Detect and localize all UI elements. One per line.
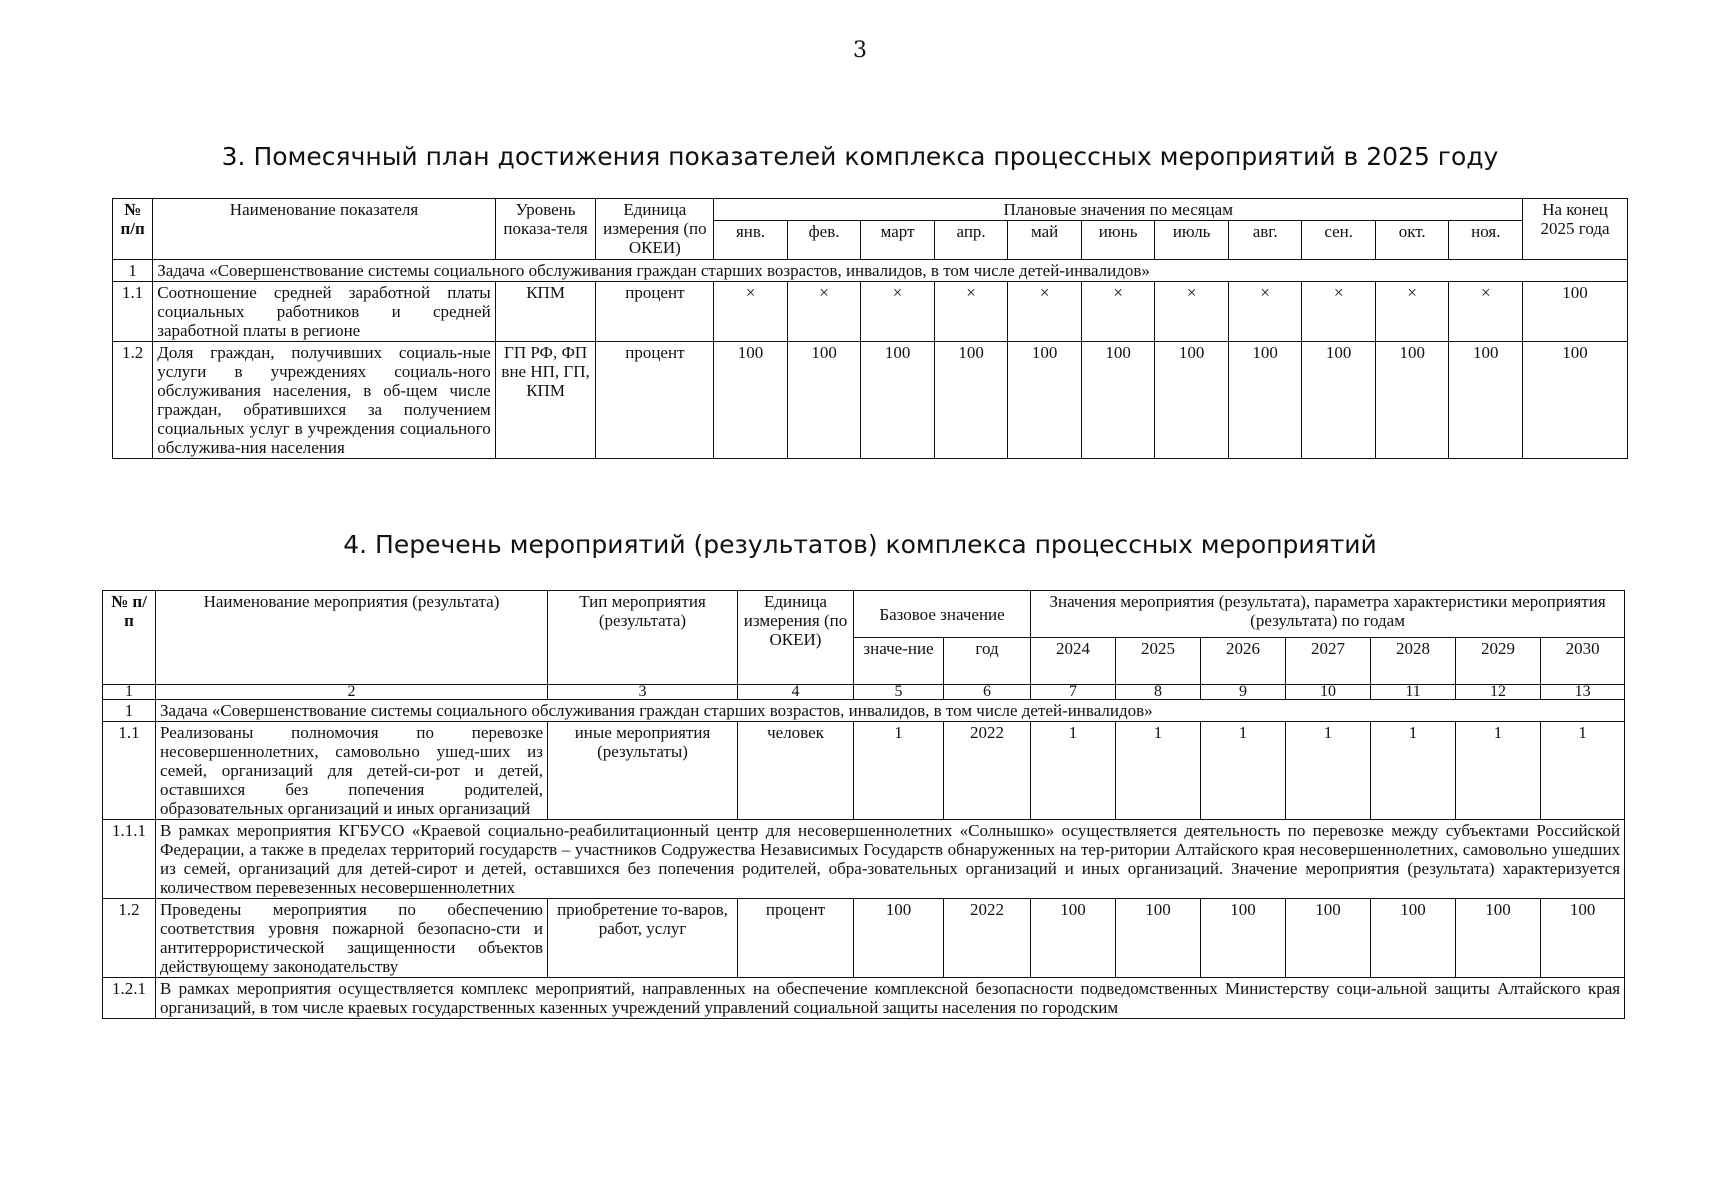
header-unit: Единица измерения (по ОКЕИ) [738, 591, 854, 685]
header-values: Значения мероприятия (результата), параметра характеристики мероприятия (результата) по годам [1031, 591, 1625, 638]
month-value: × [1081, 282, 1155, 342]
col-number: 7 [1031, 685, 1116, 700]
header-name: Наименование показателя [153, 199, 495, 260]
col-number: 13 [1541, 685, 1625, 700]
col-number: 6 [944, 685, 1031, 700]
month-value: × [787, 282, 861, 342]
month-value: × [1155, 282, 1229, 342]
activity-unit: человек [738, 722, 854, 820]
table-row [113, 282, 1628, 342]
year-value: 100 [1371, 899, 1456, 978]
header-month: июнь [1081, 221, 1155, 260]
indicator-unit: процент [596, 282, 714, 342]
row-num: 1.1.1 [103, 820, 156, 899]
year-value: 1 [1031, 722, 1116, 820]
table-row [103, 722, 1625, 820]
header-month: ноя. [1449, 221, 1523, 260]
col-number: 10 [1286, 685, 1371, 700]
header-month: март [861, 221, 935, 260]
month-value: 100 [787, 342, 861, 459]
month-value: 100 [1155, 342, 1229, 459]
month-value: × [1302, 282, 1376, 342]
base-value: 100 [854, 899, 944, 978]
year-value: 1 [1201, 722, 1286, 820]
header-end: На конец 2025 года [1523, 199, 1628, 260]
year-value: 100 [1201, 899, 1286, 978]
header-name: Наименование мероприятия (результата) [156, 591, 548, 685]
header-month: сен. [1302, 221, 1376, 260]
month-value: × [861, 282, 935, 342]
activity-note: В рамках мероприятия КГБУСО «Краевой социально-реабилитационный центр для несовершеннолетних «Солнышко» осуществляется деятельность по перевозке между субъектами Российской Федерации, а также в пределах территорий государств – участников Содружества Независимых Государств обнаруженных на тер-ритории Алтайского края несовершеннолетних, самовольно ушедших из семей, организаций для детей-сирот и детей, оставшихся без попечения родителей, обра-зовательных организаций и иных организаций. Значение мероприятия (результата) характеризуется количеством перевезенных несовершеннолетних [156, 820, 1625, 899]
header-year: 2030 [1541, 638, 1625, 685]
table2-header-row [103, 591, 1625, 638]
column-numbers-row [103, 685, 1625, 700]
indicator-level: ГП РФ, ФП вне НП, ГП, КПМ [495, 342, 596, 459]
task-text: Задача «Совершенствование системы социального обслуживания граждан старших возрастов, инвалидов, в том числе детей-инвалидов» [153, 260, 1628, 282]
header-year: 2024 [1031, 638, 1116, 685]
col-number: 4 [738, 685, 854, 700]
col-number: 8 [1116, 685, 1201, 700]
year-value: 1 [1371, 722, 1456, 820]
activity-note: В рамках мероприятия осуществляется комплекс мероприятий, направленных на обеспечение комплексной безопасности подведомственных Министерству соци-альной защиты Алтайского края организаций, в том числе краевых государственных казенных учреждений управлений социальной защиты населения по городским [156, 978, 1625, 1019]
month-value: × [1375, 282, 1449, 342]
month-value: 100 [1081, 342, 1155, 459]
header-planned: Плановые значения по месяцам [714, 199, 1523, 221]
month-value: 100 [934, 342, 1008, 459]
month-value: 100 [1228, 342, 1302, 459]
year-value: 1 [1541, 722, 1625, 820]
activity-type: приобретение то-варов, работ, услуг [548, 899, 738, 978]
header-month: янв. [714, 221, 788, 260]
header-base-value: значе-ние [854, 638, 944, 685]
table-row [103, 899, 1625, 978]
month-value: × [1228, 282, 1302, 342]
base-year: 2022 [944, 899, 1031, 978]
table-row [113, 342, 1628, 459]
indicator-name: Соотношение средней заработной платы социальных работников и средней заработной платы в регионе [153, 282, 495, 342]
table1-header-row [113, 199, 1628, 221]
page-number: 3 [853, 38, 867, 63]
activity-name: Реализованы полномочия по перевозке несовершеннолетних, самовольно ушед-ших из семей, организаций для детей-си-рот и детей, оставшихся без попечения родителей, образовательных организаций и иных организаций [156, 722, 548, 820]
base-value: 1 [854, 722, 944, 820]
row-num: 1.2 [103, 899, 156, 978]
year-value: 1 [1116, 722, 1201, 820]
activity-type: иные мероприятия (результаты) [548, 722, 738, 820]
col-number: 12 [1456, 685, 1541, 700]
table1-task-row [113, 260, 1628, 282]
month-value: 100 [714, 342, 788, 459]
year-value: 1 [1286, 722, 1371, 820]
activity-unit: процент [738, 899, 854, 978]
header-type: Тип мероприятия (результата) [548, 591, 738, 685]
table2-title: 4. Перечень мероприятий (результатов) комплекса процессных мероприятий [343, 530, 1377, 559]
header-month: фев. [787, 221, 861, 260]
month-value: 100 [1302, 342, 1376, 459]
col-number: 11 [1371, 685, 1456, 700]
month-value: 100 [861, 342, 935, 459]
header-year: 2029 [1456, 638, 1541, 685]
task-num: 1 [113, 260, 153, 282]
indicator-unit: процент [596, 342, 714, 459]
row-num: 1.2.1 [103, 978, 156, 1019]
header-year: 2027 [1286, 638, 1371, 685]
header-month: апр. [934, 221, 1008, 260]
header-year: 2028 [1371, 638, 1456, 685]
year-value: 1 [1456, 722, 1541, 820]
month-value: × [1008, 282, 1082, 342]
header-month: окт. [1375, 221, 1449, 260]
col-number: 3 [548, 685, 738, 700]
table2-task-row [103, 700, 1625, 722]
year-value: 100 [1541, 899, 1625, 978]
table-row [103, 820, 1625, 899]
header-year: 2025 [1116, 638, 1201, 685]
year-value: 100 [1031, 899, 1116, 978]
row-num: 1.2 [113, 342, 153, 459]
year-value: 100 [1116, 899, 1201, 978]
header-base-year: год [944, 638, 1031, 685]
header-num: № п/п [103, 591, 156, 685]
month-value: × [1449, 282, 1523, 342]
month-value: 100 [1449, 342, 1523, 459]
year-value: 100 [1286, 899, 1371, 978]
month-value: × [934, 282, 1008, 342]
monthly-plan-table [112, 198, 1628, 459]
activities-table [102, 590, 1625, 1019]
row-num: 1.1 [113, 282, 153, 342]
header-num: № п/п [113, 199, 153, 260]
header-year: 2026 [1201, 638, 1286, 685]
end-value: 100 [1523, 282, 1628, 342]
month-value: × [714, 282, 788, 342]
month-value: 100 [1375, 342, 1449, 459]
table-row [103, 978, 1625, 1019]
month-value: 100 [1008, 342, 1082, 459]
col-number: 5 [854, 685, 944, 700]
table1-title: 3. Помесячный план достижения показателей комплекса процессных мероприятий в 2025 году [221, 142, 1499, 171]
activity-name: Проведены мероприятия по обеспечению соответствия уровня пожарной безопасно-сти и антитеррористической защищенности объектов действующему законодательству [156, 899, 548, 978]
header-unit: Единица измерения (по ОКЕИ) [596, 199, 714, 260]
year-value: 100 [1456, 899, 1541, 978]
indicator-level: КПМ [495, 282, 596, 342]
row-num: 1.1 [103, 722, 156, 820]
col-number: 2 [156, 685, 548, 700]
task-text: Задача «Совершенствование системы социального обслуживания граждан старших возрастов, инвалидов, в том числе детей-инвалидов» [156, 700, 1625, 722]
header-base: Базовое значение [854, 591, 1031, 638]
end-value: 100 [1523, 342, 1628, 459]
col-number: 9 [1201, 685, 1286, 700]
task-num: 1 [103, 700, 156, 722]
base-year: 2022 [944, 722, 1031, 820]
col-number: 1 [103, 685, 156, 700]
header-month: авг. [1228, 221, 1302, 260]
header-level: Уровень показа-теля [495, 199, 596, 260]
indicator-name: Доля граждан, получивших социаль-ные услуги в учреждениях социаль-ного обслуживания населения, в об-щем числе граждан, обратившихся за получением социальных услуг в учреждения социального обслужива-ния населения [153, 342, 495, 459]
header-month: июль [1155, 221, 1229, 260]
header-month: май [1008, 221, 1082, 260]
